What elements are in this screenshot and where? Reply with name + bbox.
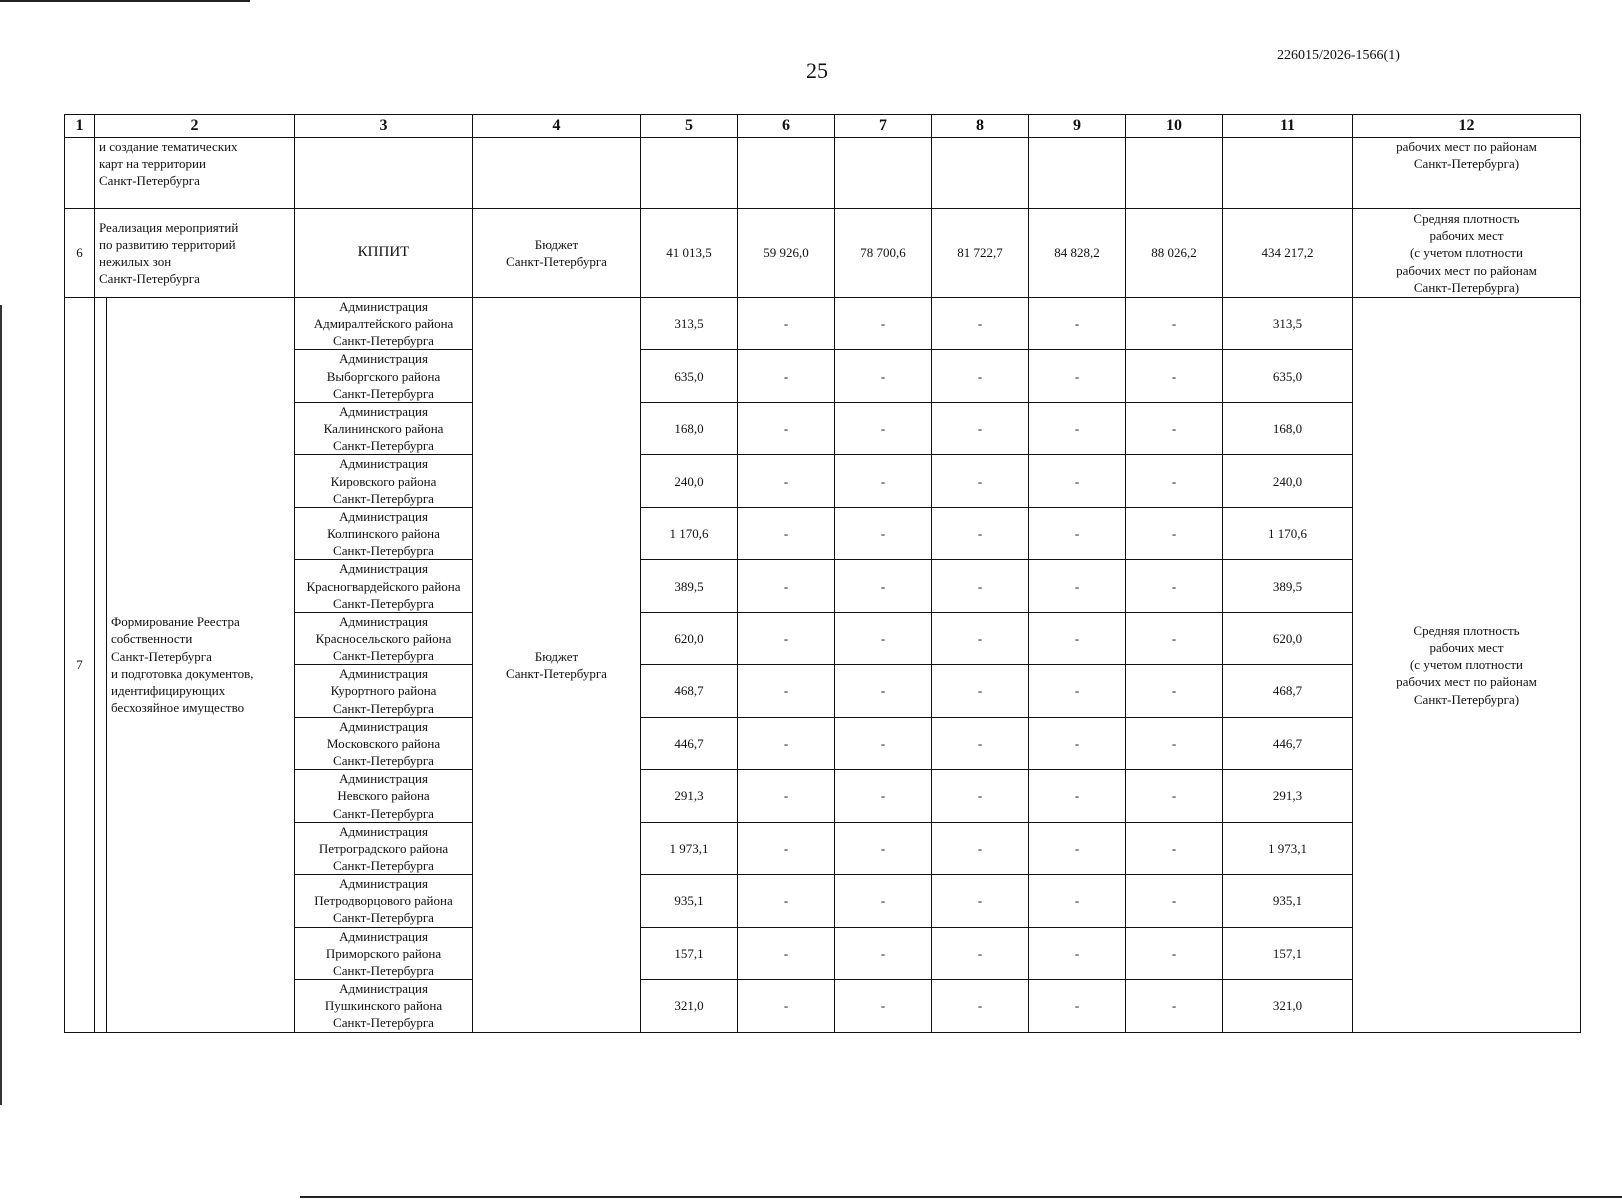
row-number-cell — [65, 138, 95, 209]
value-cell: - — [835, 717, 932, 769]
document-code: 226015/2026-1566(1) — [1277, 48, 1400, 63]
budget-table — [64, 114, 1581, 1033]
value-cell: - — [738, 665, 835, 717]
executor-cell: КППИТ — [295, 209, 473, 298]
value-cell: - — [1126, 455, 1223, 507]
executor-cell: Администрация Московского района Санкт-Петербурга — [295, 717, 473, 769]
value-cell: - — [1126, 350, 1223, 402]
value-cell: - — [835, 665, 932, 717]
value-cell — [932, 138, 1029, 209]
total-cell: 313,5 — [1223, 298, 1353, 350]
value-cell: 446,7 — [641, 717, 738, 769]
executor-cell: Администрация Пушкинского района Санкт-Петербурга — [295, 980, 473, 1032]
value-cell: - — [1029, 875, 1126, 927]
value-cell: 620,0 — [641, 612, 738, 664]
value-cell: - — [835, 980, 932, 1032]
value-cell: - — [932, 927, 1029, 979]
header-cell: 9 — [1029, 115, 1126, 138]
value-cell: 78 700,6 — [835, 209, 932, 298]
value-cell: - — [738, 770, 835, 822]
value-cell: - — [1029, 612, 1126, 664]
value-cell — [1126, 138, 1223, 209]
value-cell: - — [932, 822, 1029, 874]
value-cell: - — [835, 822, 932, 874]
value-cell: 59 926,0 — [738, 209, 835, 298]
total-cell: 468,7 — [1223, 665, 1353, 717]
value-cell: - — [932, 665, 1029, 717]
scan-border-bottom — [300, 1196, 1622, 1198]
value-cell: - — [1029, 350, 1126, 402]
value-cell: - — [932, 612, 1029, 664]
value-cell: - — [835, 875, 932, 927]
value-cell: 321,0 — [641, 980, 738, 1032]
value-cell: - — [835, 298, 932, 350]
executor-cell: Администрация Приморского района Санкт-Петербурга — [295, 927, 473, 979]
value-cell: - — [1126, 402, 1223, 454]
value-cell: - — [932, 717, 1029, 769]
executor-cell: Администрация Калининского района Санкт-Петербурга — [295, 402, 473, 454]
header-cell: 10 — [1126, 115, 1223, 138]
total-cell: 446,7 — [1223, 717, 1353, 769]
value-cell: - — [835, 770, 932, 822]
header-cell: 4 — [473, 115, 641, 138]
header-cell: 2 — [95, 115, 295, 138]
value-cell: 1 973,1 — [641, 822, 738, 874]
executor-cell: Администрация Петроградского района Санкт-Петербурга — [295, 822, 473, 874]
total-cell: 168,0 — [1223, 402, 1353, 454]
total-cell: 157,1 — [1223, 927, 1353, 979]
value-cell: - — [932, 402, 1029, 454]
value-cell — [641, 138, 738, 209]
scan-border-left — [0, 305, 2, 1105]
value-cell: 81 722,7 — [932, 209, 1029, 298]
total-cell: 935,1 — [1223, 875, 1353, 927]
row-number-cell: 7 — [65, 298, 95, 1033]
value-cell: - — [1126, 927, 1223, 979]
value-cell: - — [1029, 822, 1126, 874]
value-cell — [1029, 138, 1126, 209]
header-cell: 3 — [295, 115, 473, 138]
executor-cell: Администрация Адмиралтейского района Санкт-Петербурга — [295, 298, 473, 350]
value-cell: 313,5 — [641, 298, 738, 350]
value-cell: - — [835, 455, 932, 507]
header-cell: 8 — [932, 115, 1029, 138]
value-cell: - — [1126, 822, 1223, 874]
scan-border-top — [0, 0, 250, 2]
value-cell: - — [738, 350, 835, 402]
value-cell: - — [738, 822, 835, 874]
value-cell: - — [1126, 770, 1223, 822]
value-cell: - — [932, 875, 1029, 927]
value-cell: - — [738, 980, 835, 1032]
value-cell: - — [932, 507, 1029, 559]
executor-cell: Администрация Колпинского района Санкт-Петербурга — [295, 507, 473, 559]
value-cell: - — [932, 560, 1029, 612]
value-cell: - — [835, 402, 932, 454]
total-cell: 1 973,1 — [1223, 822, 1353, 874]
value-cell: - — [1126, 612, 1223, 664]
value-cell: - — [835, 350, 932, 402]
value-cell: 935,1 — [641, 875, 738, 927]
total-cell: 389,5 — [1223, 560, 1353, 612]
value-cell: - — [1126, 507, 1223, 559]
value-cell — [835, 138, 932, 209]
spacer-cell — [95, 298, 107, 1033]
value-cell: - — [1029, 980, 1126, 1032]
value-cell: 240,0 — [641, 455, 738, 507]
measure-name-cell: Формирование Реестра собственности Санкт-Петербурга и подготовка документов, идентифицирующих бесхозяйное имущество — [107, 298, 295, 1033]
value-cell: - — [1029, 402, 1126, 454]
value-cell: - — [1029, 717, 1126, 769]
value-cell: - — [932, 298, 1029, 350]
executor-cell: Администрация Красногвардейского района Санкт-Петербурга — [295, 560, 473, 612]
executor-cell: Администрация Красносельского района Санкт-Петербурга — [295, 612, 473, 664]
total-cell: 240,0 — [1223, 455, 1353, 507]
measure-name-cell: и создание тематических карт на территории Санкт-Петербурга — [95, 138, 295, 209]
value-cell: - — [932, 980, 1029, 1032]
row-number-cell: 6 — [65, 209, 95, 298]
table-row-6 — [65, 209, 1581, 298]
total-cell: 321,0 — [1223, 980, 1353, 1032]
value-cell: - — [738, 717, 835, 769]
value-cell: - — [932, 455, 1029, 507]
value-cell: - — [932, 350, 1029, 402]
value-cell: 88 026,2 — [1126, 209, 1223, 298]
value-cell: - — [1126, 980, 1223, 1032]
measure-name-cell: Реализация мероприятий по развитию территорий нежилых зон Санкт-Петербурга — [95, 209, 295, 298]
value-cell: - — [1029, 770, 1126, 822]
value-cell: - — [1029, 455, 1126, 507]
value-cell: 389,5 — [641, 560, 738, 612]
value-cell: 84 828,2 — [1029, 209, 1126, 298]
value-cell: - — [738, 875, 835, 927]
header-cell: 7 — [835, 115, 932, 138]
total-cell: 635,0 — [1223, 350, 1353, 402]
value-cell: - — [1029, 665, 1126, 717]
header-cell: 1 — [65, 115, 95, 138]
executor-cell: Администрация Невского района Санкт-Петербурга — [295, 770, 473, 822]
source-cell — [473, 138, 641, 209]
total-cell: 1 170,6 — [1223, 507, 1353, 559]
indicator-cell: Средняя плотность рабочих мест (с учетом плотности рабочих мест по районам Санкт-Петербурга) — [1353, 209, 1581, 298]
header-cell: 5 — [641, 115, 738, 138]
value-cell: 291,3 — [641, 770, 738, 822]
value-cell: - — [738, 612, 835, 664]
value-cell: 157,1 — [641, 927, 738, 979]
value-cell: - — [1126, 665, 1223, 717]
indicator-cell: рабочих мест по районам Санкт-Петербурга) — [1353, 138, 1581, 209]
indicator-cell: Средняя плотность рабочих мест (с учетом плотности рабочих мест по районам Санкт-Петербурга) — [1353, 298, 1581, 1033]
value-cell: - — [738, 560, 835, 612]
value-cell: - — [1126, 717, 1223, 769]
value-cell — [738, 138, 835, 209]
value-cell: - — [1126, 560, 1223, 612]
value-cell: - — [1029, 927, 1126, 979]
source-cell: Бюджет Санкт-Петербурга — [473, 209, 641, 298]
continuation-row — [65, 138, 1581, 209]
source-cell: Бюджет Санкт-Петербурга — [473, 298, 641, 1033]
value-cell: - — [738, 298, 835, 350]
value-cell: - — [738, 507, 835, 559]
total-cell: 434 217,2 — [1223, 209, 1353, 298]
executor-cell: Администрация Выборгского района Санкт-Петербурга — [295, 350, 473, 402]
value-cell: - — [932, 770, 1029, 822]
executor-cell: Администрация Курортного района Санкт-Петербурга — [295, 665, 473, 717]
value-cell: - — [835, 560, 932, 612]
total-cell: 620,0 — [1223, 612, 1353, 664]
header-cell: 12 — [1353, 115, 1581, 138]
value-cell: 1 170,6 — [641, 507, 738, 559]
executor-cell: Администрация Петродворцового района Санкт-Петербурга — [295, 875, 473, 927]
value-cell: 468,7 — [641, 665, 738, 717]
value-cell: - — [738, 927, 835, 979]
value-cell: - — [1029, 298, 1126, 350]
total-cell: 291,3 — [1223, 770, 1353, 822]
page-number: 25 — [806, 58, 828, 83]
total-cell — [1223, 138, 1353, 209]
value-cell: 168,0 — [641, 402, 738, 454]
header-cell: 11 — [1223, 115, 1353, 138]
value-cell: - — [835, 927, 932, 979]
value-cell: - — [1029, 507, 1126, 559]
executor-cell — [295, 138, 473, 209]
header-cell: 6 — [738, 115, 835, 138]
value-cell: - — [1029, 560, 1126, 612]
value-cell: 41 013,5 — [641, 209, 738, 298]
value-cell: - — [835, 612, 932, 664]
header-row — [65, 115, 1581, 138]
value-cell: - — [1126, 875, 1223, 927]
value-cell: - — [738, 402, 835, 454]
executor-cell: Администрация Кировского района Санкт-Петербурга — [295, 455, 473, 507]
table-row-7-district — [65, 298, 1581, 350]
value-cell: 635,0 — [641, 350, 738, 402]
value-cell: - — [1126, 298, 1223, 350]
value-cell: - — [738, 455, 835, 507]
value-cell: - — [835, 507, 932, 559]
